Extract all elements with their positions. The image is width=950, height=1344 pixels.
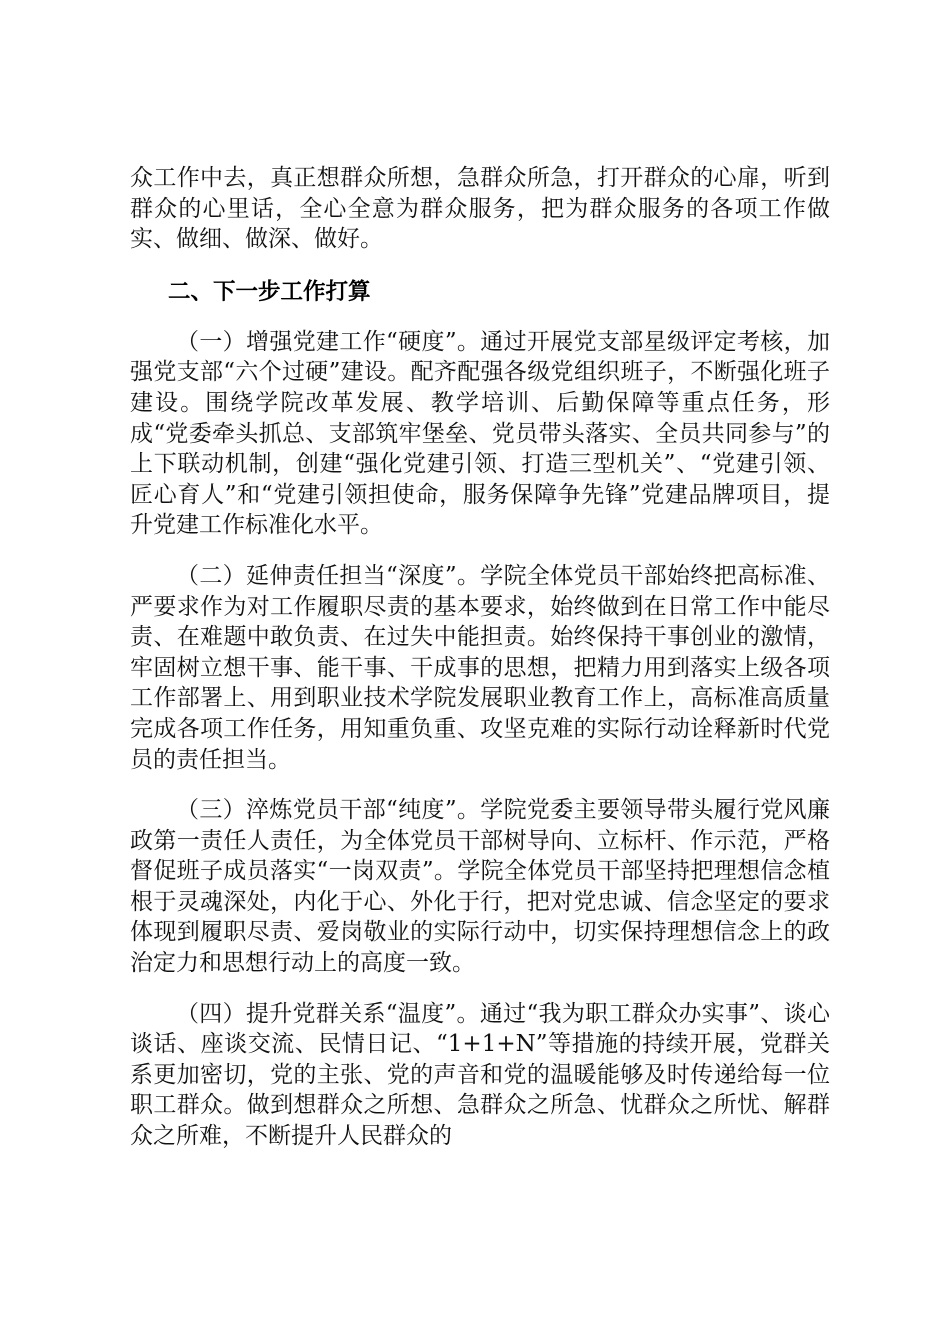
paragraph-purity: （三）淬炼党员干部“纯度”。学院党委主要领导带头履行党风廉政第一责任人责任，为全体党员干部树导向、立标杆、作示范，严格督促班子成员落实“一岗双责”。学院全体党员干部坚持把理想信念植根于灵魂深处，内化于心、外化于行，把对党忠诚、信念坚定的要求体现到履职尽责、爱岗敬业的实际行动中，切实保持理想信念上的政治定力和思想行动上的高度一致。 xyxy=(130,797,830,977)
paragraph-warmth: （四）提升党群关系“温度”。通过“我为职工群众办实事”、谈心谈话、座谈交流、民情日记、“1+1+N”等措施的持续开展，党群关系更加密切，党的主张、党的声音和党的温暖能够及时传递给每一位职工群众。做到想群众之所想、急群众之所急、忧群众之所忧、解群众之所难，不断提升人民群众的 xyxy=(130,1000,830,1150)
paragraph-depth: （二）延伸责任担当“深度”。学院全体党员干部始终把高标准、严要求作为对工作履职尽责的基本要求，始终做到在日常工作中能尽责、在难题中敢负责、在过失中能担责。始终保持干事创业的激情，牢固树立想干事、能干事、干成事的思想，把精力用到落实上级各项工作部署上、用到职业技术学院发展职业教育工作上，高标准高质量完成各项工作任务，用知重负重、攻坚克难的实际行动诠释新时代党员的责任担当。 xyxy=(130,562,830,773)
opening-paragraph: 众工作中去，真正想群众所想，急群众所急，打开群众的心扉，听到群众的心里话，全心全意为群众服务，把为群众服务的各项工作做实、做细、做深、做好。 xyxy=(130,165,830,253)
paragraph-hardness: （一）增强党建工作“硬度”。通过开展党支部星级评定考核，加强党支部“六个过硬”建设。配齐配强各级党组织班子，不断强化班子建设。围绕学院改革发展、教学培训、后勤保障等重点任务，形成“党委牵头抓总、支部筑牢堡垒、党员带头落实、全员共同参与”的上下联动机制，创建“强化党建引领、打造三型机关”、“党建引领、匠心育人”和“党建引领担使命，服务保障争先锋”党建品牌项目，提升党建工作标准化水平。 xyxy=(130,328,830,539)
section-heading: 二、下一步工作打算 xyxy=(168,278,371,305)
document-body xyxy=(130,163,830,1172)
